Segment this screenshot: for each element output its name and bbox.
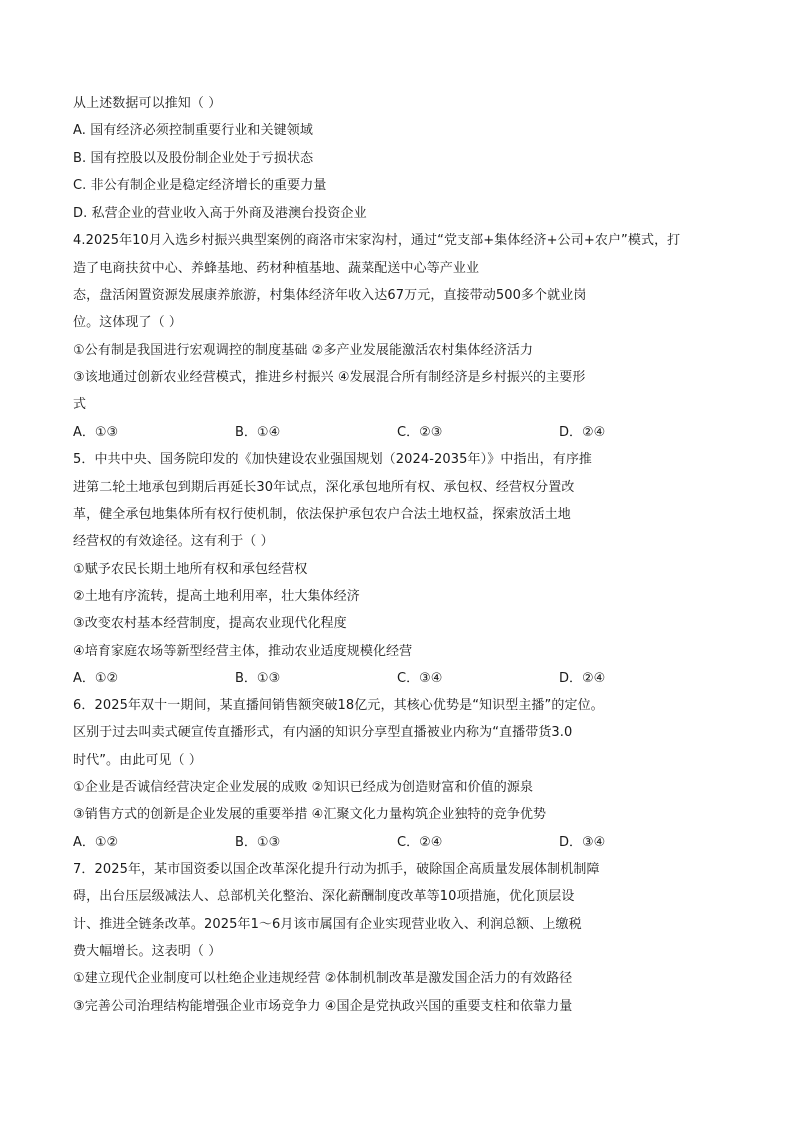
q6-option-a: A．①② [73, 835, 119, 850]
q6-statement: ③销售方式的创新是企业发展的重要举措 ④汇聚文化力量构筑企业独特的竞争优势 [73, 807, 547, 822]
q3-option-b: B. 国有控股以及股份制企业处于亏损状态 [73, 151, 314, 166]
q6-option-d: D．③④ [559, 835, 606, 850]
q4-line: 位。这体现了（ ） [73, 315, 183, 330]
q4-option-c: C．②③ [397, 425, 443, 440]
q7-line: 计、推进全链条改革。2025年1～6月该市属国有企业实现营业收入、利润总额、上缴税 [73, 917, 582, 932]
q4-line: 4.2025年10月入选乡村振兴典型案例的商洛市宋家沟村，通过“党支部+集体经济+公司+农户”模式，打 [73, 233, 681, 248]
q5-statement: ②土地有序流转，提高土地利用率，壮大集体经济 [73, 589, 360, 604]
q7-statement: ③完善公司治理结构能增强企业市场竞争力 ④国企是党执政兴国的重要支柱和依靠力量 [73, 999, 573, 1014]
q4-statement: ①公有制是我国进行宏观调控的制度基础 ②多产业发展能激活农村集体经济活力 [73, 343, 534, 358]
q6-statement: ①企业是否诚信经营决定企业发展的成败 ②知识已经成为创造财富和价值的源泉 [73, 780, 534, 795]
q4-option-b: B．①④ [235, 425, 281, 440]
q5-option-a: A．①② [73, 671, 119, 686]
q5-option-c: C．③④ [397, 671, 443, 686]
q5-option-d: D．②④ [559, 671, 606, 686]
q3-option-d: D. 私营企业的营业收入高于外商及港澳台投资企业 [73, 206, 367, 221]
q4-line: 态，盘活闲置资源发展康养旅游，村集体经济年收入达67万元，直接带动500多个就业岗 [73, 288, 587, 303]
q4-line: 造了电商扶贫中心、养蜂基地、药材种植基地、蔬菜配送中心等产业业 [73, 261, 480, 276]
q5-line: 经营权的有效途径。这有利于（ ） [73, 534, 274, 549]
q5-statement: ④培育家庭农场等新型经营主体，推动农业适度规模化经营 [73, 644, 413, 659]
q5-line: 进第二轮土地承包到期后再延长30年试点，深化承包地所有权、承包权、经营权分置改 [73, 480, 575, 495]
q5-statement: ③改变农村基本经营制度，提高农业现代化程度 [73, 616, 347, 631]
q6-option-c: C．②④ [397, 835, 443, 850]
q4-statement: 式 [73, 397, 87, 412]
q6-options [73, 834, 633, 851]
q4-options [73, 424, 633, 441]
q5-options [73, 670, 633, 687]
q3-option-c: C. 非公有制企业是稳定经济增长的重要力量 [73, 178, 327, 193]
q7-line: 碍，出台压层级减法人、总部机关化整治、深化薪酬制度改革等10项措施，优化顶层设 [73, 889, 575, 904]
q6-option-b: B．①③ [235, 835, 281, 850]
q4-option-a: A．①③ [73, 425, 119, 440]
q7-line: 费大幅增长。这表明（ ） [73, 944, 222, 959]
q6-line: 6．2025年双十一期间，某直播间销售额突破18亿元，其核心优势是“知识型主播”的定位。 [73, 698, 604, 713]
q4-statement: ③该地通过创新农业经营模式，推进乡村振兴 ④发展混合所有制经济是乡村振兴的主要形 [73, 370, 586, 385]
q6-line: 区别于过去叫卖式硬宣传直播形式，有内涵的知识分享型直播被业内称为“直播带货3.0 [73, 725, 573, 740]
q7-line: 7．2025年，某市国资委以国企改革深化提升行动为抓手，破除国企高质量发展体制机制障 [73, 862, 600, 877]
q7-statement: ①建立现代企业制度可以杜绝企业违规经营 ②体制机制改革是激发国企活力的有效路径 [73, 971, 573, 986]
q5-statement: ①赋予农民长期土地所有权和承包经营权 [73, 562, 308, 577]
q5-line: 革，健全承包地集体所有权行使机制，依法保护承包农户合法土地权益，探索放活土地 [73, 507, 571, 522]
q5-option-b: B．①③ [235, 671, 281, 686]
q3-stem: 从上述数据可以推知（ ） [73, 96, 222, 111]
q5-line: 5．中共中央、国务院印发的《加快建设农业强国规划（2024-2035年）》中指出，有序推 [73, 452, 593, 467]
q6-line: 时代”。由此可见（ ） [73, 753, 202, 768]
q3-option-a: A. 国有经济必须控制重要行业和关键领域 [73, 123, 313, 138]
q4-option-d: D．②④ [559, 425, 606, 440]
